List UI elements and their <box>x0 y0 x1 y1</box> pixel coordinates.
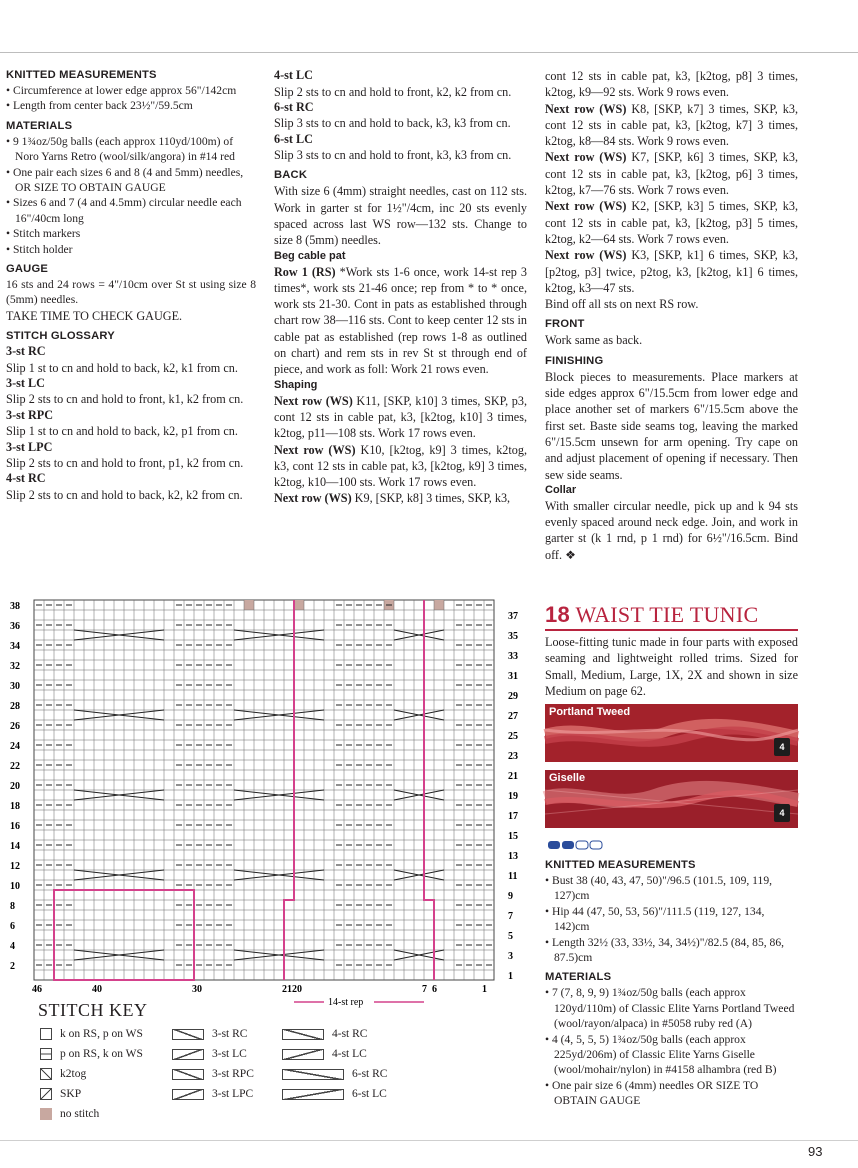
row-instruction <box>274 442 527 491</box>
knit-swatch-icon <box>40 1028 52 1040</box>
row-label: 32 <box>10 661 20 672</box>
project-name: WAIST TIE TUNIC <box>575 602 759 627</box>
key-label: 3-st LPC <box>212 1088 254 1100</box>
key-item <box>282 1048 367 1060</box>
beg-cable-heading: Beg cable pat <box>274 249 346 262</box>
6-st-rc-symbol-icon <box>282 1069 344 1080</box>
finishing-heading: FINISHING <box>545 354 604 367</box>
repeat-label: 14-st rep <box>328 997 364 1008</box>
bind-off-text: Bind off all sts on next RS row. <box>545 297 699 312</box>
project-number: 18 <box>545 602 571 627</box>
project-details <box>545 858 798 1109</box>
row-label: Next row (WS) <box>545 101 627 116</box>
row-text: K2, [SKP, k3] 5 times, SKP, k3, cont 12 sts in cable pat, k3, [k2tog, p3] 5 times, k2tog, k2—64 sts. Work 7 rows even. <box>545 199 798 246</box>
key-label: p on RS, k on WS <box>60 1048 143 1060</box>
bottom-rule <box>0 1140 858 1141</box>
intro-text: Loose-fitting tunic made in four parts with exposed seaming and lightweight rolled trims. Sized for Small, Medium, Large, 1X, 2X and shown in size Medium on page 62. <box>545 635 798 698</box>
front-heading: FRONT <box>545 318 585 331</box>
row-label: 3 <box>508 951 513 962</box>
row-text: K3, [SKP, k1] 6 times, SKP, k3, [p2tog, p3] twice, p2tog, k3, [k2tog, k1] 6 times, k2tog, k3—47 sts. <box>545 248 798 295</box>
column-1 <box>6 68 256 503</box>
row-label: 19 <box>508 791 518 802</box>
column-3 <box>545 68 798 563</box>
key-label: 3-st RPC <box>212 1068 254 1080</box>
row-label: 23 <box>508 751 518 762</box>
row-label: 9 <box>508 891 513 902</box>
4-st-rc-symbol-icon <box>282 1029 324 1040</box>
4-st-lc-symbol-icon <box>282 1049 324 1060</box>
gauge-text: 16 sts and 24 rows = 4"/10cm over St st using size 8 (5mm) needles. <box>6 278 256 307</box>
glossary-term: 3-st LC <box>6 375 45 390</box>
row-label: 12 <box>10 861 20 872</box>
skill-level-icon <box>548 840 608 850</box>
project-title <box>545 602 798 628</box>
row-label: Row 1 (RS) <box>274 264 336 279</box>
row-label: 5 <box>508 931 513 942</box>
row-label: Next row (WS) <box>545 199 627 214</box>
key-item <box>282 1028 367 1040</box>
row-label: Next row (WS) <box>545 248 627 263</box>
key-item <box>172 1068 254 1080</box>
row-label: 37 <box>508 611 518 622</box>
row-label: 24 <box>10 741 20 752</box>
3-st-lc-symbol-icon <box>172 1049 204 1060</box>
yarn-swatch-giselle <box>545 770 798 828</box>
stitch-label: 20 <box>292 984 302 995</box>
row-label: 31 <box>508 671 518 682</box>
k2tog-swatch-icon <box>40 1068 52 1080</box>
column-2 <box>274 68 527 507</box>
row-instruction <box>274 393 527 442</box>
row-text: K9, [SKP, k8] 3 times, SKP, k3, <box>351 491 511 506</box>
materials-heading: MATERIALS <box>6 119 73 132</box>
glossary-term: 6-st LC <box>274 131 313 146</box>
row-instruction <box>545 247 798 296</box>
key-item <box>172 1028 247 1040</box>
no-stitch-swatch-icon <box>40 1108 52 1120</box>
key-label: k on RS, p on WS <box>60 1028 143 1040</box>
row-text: *Work sts 1-6 once, work 14-st rep 3 times*, work sts 21-46 once; rep from * to * once, work sts 21-30. Cont in pats as established through chart row 38—116 sts. Cont to keep center 12 sts in cable pat as established (rep rows 1-8 as outlined on chart) and rem sts in rev St st through end of piece, and work as foll: Work 21 rows even. <box>274 264 527 377</box>
row-label: 2 <box>10 961 15 972</box>
materials-item: • One pair each sizes 6 and 8 (4 and 5mm) needles, OR SIZE TO OBTAIN GAUGE <box>6 165 244 195</box>
glossary-term: 3-st LPC <box>6 439 53 454</box>
glossary-term: 4-st LC <box>274 68 313 82</box>
row-label: 38 <box>10 601 20 612</box>
row-instruction <box>274 490 527 506</box>
stitch-label: 21 <box>282 984 292 995</box>
materials-item: • Stitch holder <box>6 242 73 256</box>
row-label: 18 <box>10 801 20 812</box>
collar-heading: Collar <box>545 483 577 496</box>
stitch-glossary-heading: STITCH GLOSSARY <box>6 330 115 343</box>
key-item <box>40 1108 99 1120</box>
key-label: 6-st LC <box>352 1088 387 1100</box>
knitted-measurements-heading: KNITTED MEASUREMENTS <box>6 69 157 81</box>
row-label: 7 <box>508 911 513 922</box>
cable-chart <box>8 590 528 1008</box>
row-instruction <box>274 264 527 378</box>
stitch-label: 46 <box>32 984 42 995</box>
row-label: 10 <box>10 881 20 892</box>
materials-item: • Sizes 6 and 7 (4 and 4.5mm) circular needle each 16"/40cm long <box>6 196 242 225</box>
row-label: 8 <box>10 901 15 912</box>
stitch-label: 30 <box>192 984 202 995</box>
materials-item: • 7 (7, 8, 9, 9) 1¾oz/50g balls (each approx 120yd/110m) of Classic Elite Yarns Portland Tweed (wool/rayon/alpaca) in #5058 ruby red (A) <box>545 986 795 1031</box>
row-label: 1 <box>508 971 513 982</box>
key-label: 4-st RC <box>332 1028 368 1040</box>
materials-item: • 4 (4, 5, 5, 5) 1¾oz/50g balls (each approx 225yd/206m) of Classic Elite Yarns Giselle (wool/mohair/nylon) in #4158 alhambra (red B) <box>545 1032 777 1077</box>
row-label: Next row (WS) <box>274 393 353 408</box>
glossary-term: 3-st RC <box>6 344 46 359</box>
key-item <box>282 1068 387 1080</box>
stitch-label: 7 <box>422 984 427 995</box>
row-text: K11, [SKP, k10] 3 times, SKP, p3, cont 12 sts in cable pat, k3, [k2tog, k10] 3 times, k2tog, p11—108 sts. Work 17 rows even. <box>274 393 527 441</box>
row-text: K7, [SKP, k6] 3 times, SKP, k3, cont 12 sts in cable pat, k3, [k2tog, p6] 3 times, k2tog, k7—76 sts. Work 7 rows even. <box>545 150 798 198</box>
row-label: 14 <box>10 841 20 852</box>
glossary-term: 6-st RC <box>274 99 314 114</box>
key-item <box>40 1048 143 1060</box>
3-st-rpc-symbol-icon <box>172 1069 204 1080</box>
row-text: K8, [SKP, k7] 3 times, SKP, k3, cont 12 sts in cable pat, k3, [k2tog, k7] 3 times, k2tog, k8—84 sts. Work 9 rows even. <box>545 101 798 149</box>
key-label: 3-st RC <box>212 1028 248 1040</box>
3-st-lpc-symbol-icon <box>172 1089 204 1100</box>
continued-text: cont 12 sts in cable pat, k3, [k2tog, p8] 3 times, k2tog, k9—92 sts. Work 9 rows even. <box>545 69 798 100</box>
row-label: 20 <box>10 781 20 792</box>
yarn-label: Giselle <box>549 772 586 784</box>
row-instruction <box>545 149 798 198</box>
3-st-rc-symbol-icon <box>172 1029 204 1040</box>
row-label: Next row (WS) <box>545 150 627 165</box>
measurement-item: • Hip 44 (47, 50, 53, 56)"/111.5 (119, 127, 134, 142)cm <box>545 904 765 934</box>
yarn-weight-icon: 4 <box>774 804 790 822</box>
glossary-definition: Slip 3 sts to cn and hold to back, k3, k3 from cn. <box>274 116 511 131</box>
materials-heading: MATERIALS <box>545 971 612 984</box>
top-rule <box>0 52 858 53</box>
row-label: 21 <box>508 771 518 782</box>
key-label: no stitch <box>60 1108 100 1120</box>
glossary-definition: Slip 2 sts to cn and hold to front, p1, k2 from cn. <box>6 456 244 471</box>
stitch-key <box>38 1000 498 1130</box>
shaping-heading: Shaping <box>274 378 318 391</box>
glossary-term: 4-st RC <box>6 471 46 486</box>
stitch-label: 1 <box>482 984 487 995</box>
key-label: 4-st LC <box>332 1048 367 1060</box>
row-label: 25 <box>508 731 518 742</box>
row-label: 30 <box>10 681 20 692</box>
row-label: 36 <box>10 621 20 632</box>
key-item <box>40 1028 143 1040</box>
glossary-definition: Slip 2 sts to cn and hold to back, k2, k2 from cn. <box>6 487 243 502</box>
finishing-text: Block pieces to measurements. Place markers at side edges approx 6"/15.5cm from lower edge and place another set of markers 6"/15.5cm above the first set. Baste side seams tog, leaving the marked 6"/15.5cm unsewn for arm opening. Try cape on and adjust placement of opening if necessary. Then sew side seams. <box>545 369 798 482</box>
6-st-lc-symbol-icon <box>282 1089 344 1100</box>
row-label: 28 <box>10 701 20 712</box>
glossary-term: 3-st RPC <box>6 407 54 422</box>
page-number: 93 <box>808 1144 823 1159</box>
row-label: 4 <box>10 941 15 952</box>
gauge-note: TAKE TIME TO CHECK GAUGE. <box>6 308 183 323</box>
knitted-measurements-heading: KNITTED MEASUREMENTS <box>545 859 696 871</box>
key-label: 6-st RC <box>352 1068 388 1080</box>
yarn-weight-icon: 4 <box>774 738 790 756</box>
row-label: 13 <box>508 851 518 862</box>
key-label: k2tog <box>60 1068 87 1080</box>
row-label: 22 <box>10 761 20 772</box>
row-label: Next row (WS) <box>274 442 356 457</box>
glossary-definition: Slip 3 sts to cn and hold to front, k3, k3 from cn. <box>274 148 512 163</box>
row-instruction <box>545 198 798 247</box>
key-item <box>40 1088 81 1100</box>
collar-text: With smaller circular needle, pick up and k 94 sts evenly spaced around neck edge. Join, and work in garter st (k 1 rnd, p 1 rnd) for 6½"/16.5cm. Bind off. ❖ <box>545 498 798 562</box>
no-stitch-cell <box>294 600 304 610</box>
measurement-item: • Length 32½ (33, 33½, 34, 34½)"/82.5 (84, 85, 86, 87.5)cm <box>545 935 785 965</box>
row-label: 33 <box>508 651 518 662</box>
purl-swatch-icon <box>40 1048 52 1060</box>
key-item <box>282 1088 387 1100</box>
key-label: SKP <box>60 1088 82 1100</box>
yarn-swatch-portland-tweed <box>545 704 798 762</box>
measurement-item: • Bust 38 (40, 43, 47, 50)"/96.5 (101.5, 109, 119, 127)cm <box>545 874 773 903</box>
row-label: 29 <box>508 691 518 702</box>
row-label: 35 <box>508 631 518 642</box>
key-item <box>172 1048 247 1060</box>
row-label: 11 <box>508 871 518 882</box>
glossary-definition: Slip 2 sts to cn and hold to front, k2, k2 from cn. <box>274 84 512 99</box>
row-label: 17 <box>508 811 518 822</box>
measurement-item: • Length from center back 23½"/59.5cm <box>6 99 193 113</box>
row-label: 15 <box>508 831 518 842</box>
gauge-heading: GAUGE <box>6 263 49 276</box>
row-label: 6 <box>10 921 15 932</box>
back-text: With size 6 (4mm) straight needles, cast on 112 sts. Work in garter st for 1½"/4cm, inc 20 sts evenly spaced across last WS row—132 sts. Change to size 8 (5mm) needles. <box>274 184 527 248</box>
stitch-label: 6 <box>432 984 437 995</box>
stitch-key-title: STITCH KEY <box>38 1000 148 1020</box>
no-stitch-cell <box>244 600 254 610</box>
row-label: 16 <box>10 821 20 832</box>
glossary-definition: Slip 1 st to cn and hold to back, k2, k1 from cn. <box>6 360 238 375</box>
row-text: K10, [k2tog, k9] 3 times, k2tog, k3, cont 12 sts in cable pat, k3, [k2tog, k9] 3 times, k2tog, k10—100 sts. Work 17 rows even. <box>274 442 527 490</box>
row-label: 26 <box>10 721 20 732</box>
key-label: 3-st LC <box>212 1048 247 1060</box>
row-label: 34 <box>10 641 20 652</box>
project-intro <box>545 634 798 699</box>
key-item <box>40 1068 86 1080</box>
row-label: Next row (WS) <box>274 491 352 506</box>
skp-swatch-icon <box>40 1088 52 1100</box>
materials-item: • One pair size 6 (4mm) needles OR SIZE TO OBTAIN GAUGE <box>545 1078 759 1108</box>
key-item <box>172 1088 253 1100</box>
glossary-definition: Slip 2 sts to cn and hold to front, k1, k2 from cn. <box>6 392 244 407</box>
no-stitch-cell <box>434 600 444 610</box>
yarn-label: Portland Tweed <box>549 706 631 718</box>
row-label: 27 <box>508 711 518 722</box>
materials-item: • Stitch markers <box>6 227 81 241</box>
back-heading: BACK <box>274 169 308 182</box>
title-rule <box>545 629 798 631</box>
measurement-item: • Circumference at lower edge approx 56"/142cm <box>6 84 237 97</box>
row-instruction <box>545 101 798 150</box>
stitch-label: 40 <box>92 984 102 995</box>
materials-item: • 9 1¾oz/50g balls (each approx 110yd/100m) of Noro Yarns Retro (wool/silk/angora) in #14 red <box>6 134 235 164</box>
front-text: Work same as back. <box>545 333 643 348</box>
glossary-definition: Slip 1 st to cn and hold to back, k2, p1 from cn. <box>6 424 238 439</box>
